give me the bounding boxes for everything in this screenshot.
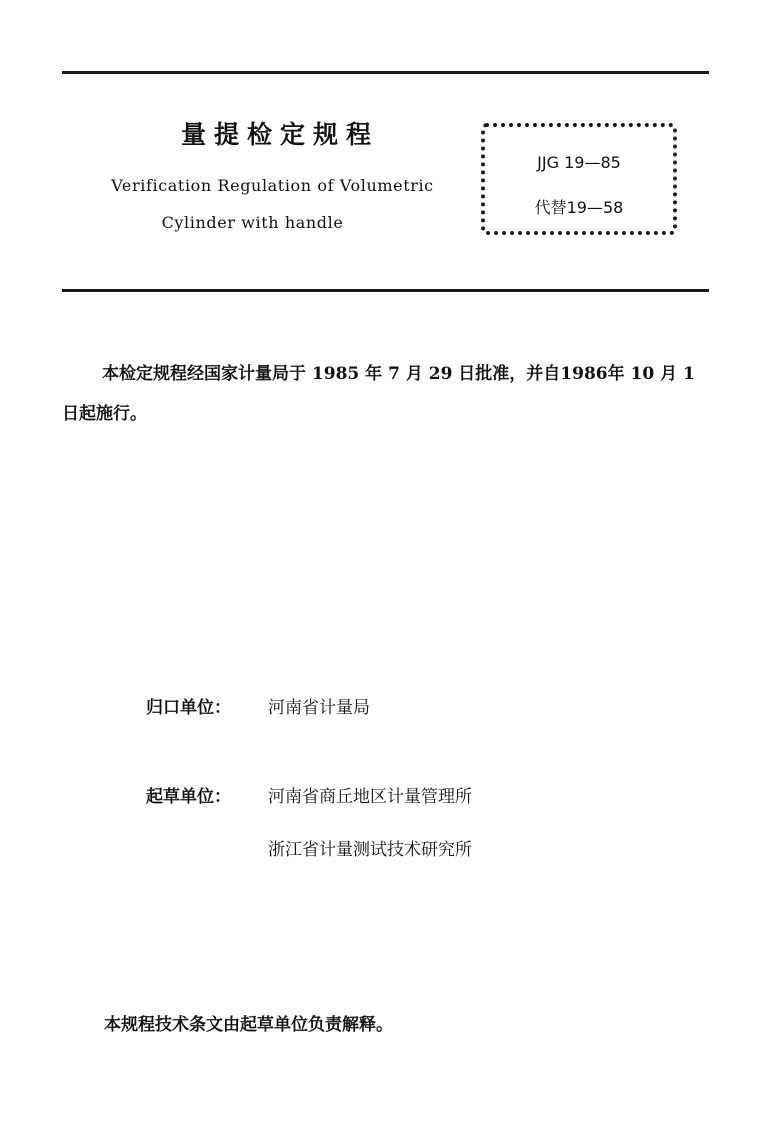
title-english-line-2: Cylinder with handle xyxy=(161,213,344,232)
approval-statement: 本检定规程经国家计量局于 1985 年 7 月 29 日批准，并自1986年 10 月 1 日起施行。 xyxy=(62,364,695,424)
top-rule xyxy=(62,71,709,74)
responsible-unit-label: 归口单位： xyxy=(146,698,231,718)
drafting-unit-label: 起草单位： xyxy=(146,787,231,807)
responsible-unit-value: 河南省计量局 xyxy=(268,698,370,718)
drafting-unit-value-2: 浙江省计量测试技术研究所 xyxy=(268,840,472,860)
regulation-code-box xyxy=(481,123,677,235)
regulation-code: JJG 19—85 xyxy=(537,153,621,172)
bottom-rule xyxy=(62,289,709,292)
title-english-line-1: Verification Regulation of Volumetric xyxy=(111,176,434,195)
drafting-unit-value-1: 河南省商丘地区计量管理所 xyxy=(268,787,472,807)
interpretation-note: 本规程技术条文由起草单位负责解释。 xyxy=(104,1015,393,1035)
replaced-code: 代替19—58 xyxy=(534,198,624,217)
title-chinese: 量提检定规程 xyxy=(180,120,379,149)
